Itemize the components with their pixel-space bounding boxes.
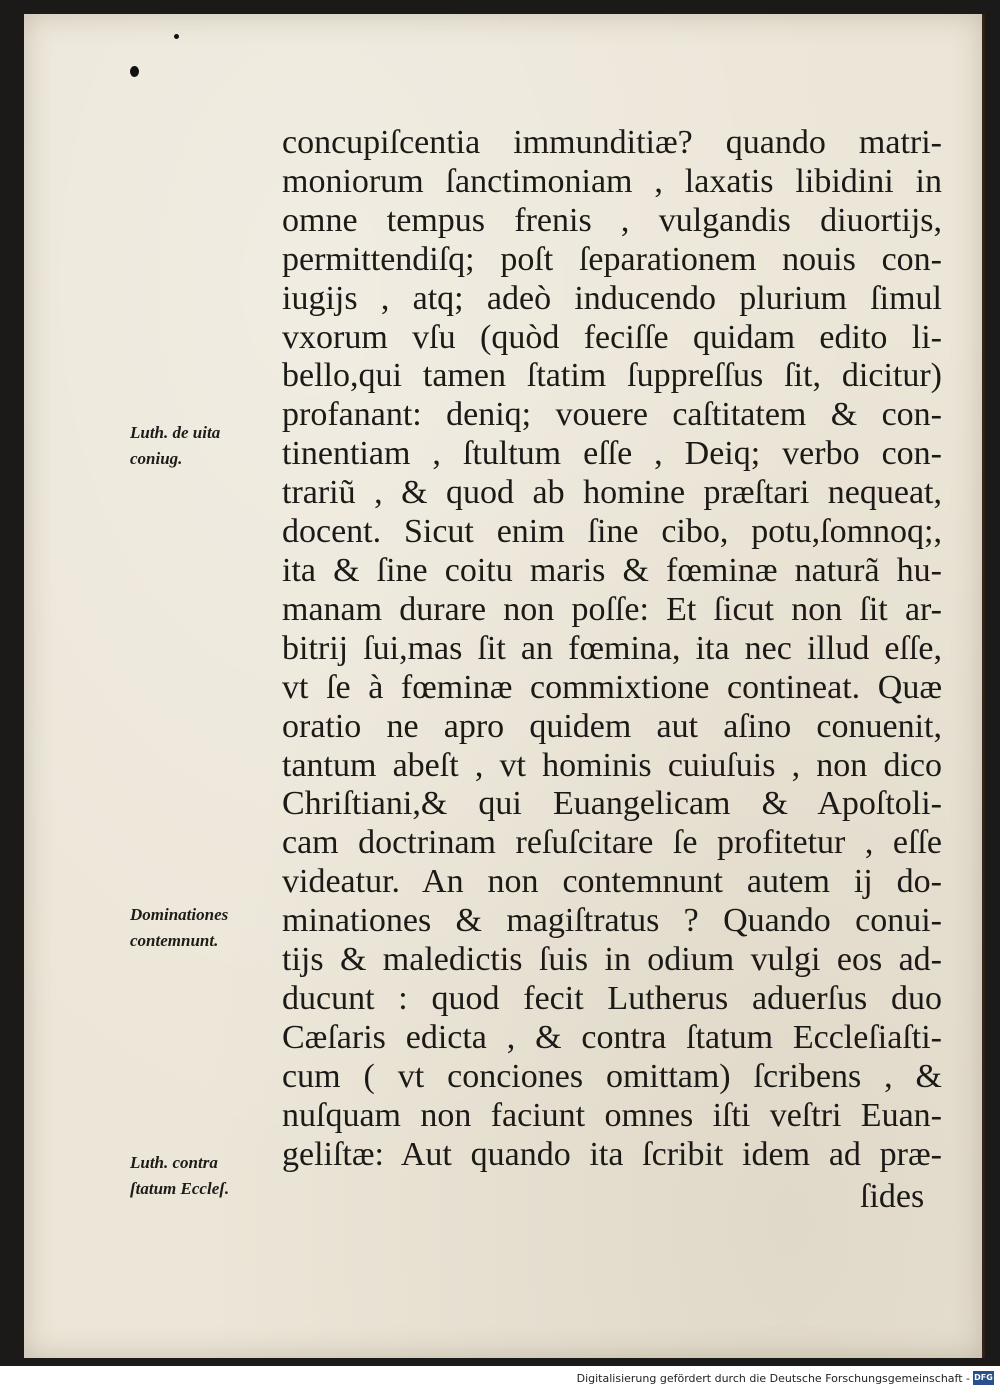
text-line: omne tempus frenis , vulgandis diuortijs, (282, 201, 942, 239)
text-line: cum ( vt conciones omittam) ſcribens , & (282, 1057, 942, 1095)
text-line: vxorum vſu (quòd feciſſe quidam edito li- (282, 318, 942, 356)
text-line: trariũ , & quod ab homine præſtari nequeat, (282, 474, 942, 512)
text-line: concupiſcentia immunditiæ? quando matri- (282, 124, 942, 161)
text-line: profanant: deniq; vouere caſtitatem & con- (282, 396, 942, 434)
digitization-footer (0, 1366, 1000, 1394)
margin-note-line: Luth. de uita (130, 423, 221, 442)
text-line: nuſquam non faciunt omnes iſti veſtri Euan- (282, 1096, 942, 1134)
text-line: tinentiam , ſtultum eſſe , Deiq; verbo con- (282, 435, 942, 473)
dfg-logo-icon: DFG (973, 1371, 994, 1385)
margin-note-line: Luth. contra (130, 1153, 218, 1172)
text-line: Cæſaris edicta , & contra ſtatum Eccleſiaſti- (282, 1018, 942, 1056)
text-line: videatur. An non contemnunt autem ij do- (282, 863, 942, 901)
text-line: docent. Sicut enim ſine cibo, potu,ſomnoq;, (282, 513, 942, 551)
text-line: vt ſe à fœminæ commixtione contineat. Quæ (282, 668, 942, 706)
text-line: permittendiſq; poſt ſeparationem nouis con- (282, 240, 942, 278)
ink-dot (130, 66, 139, 77)
margin-note (130, 420, 280, 472)
text-line: moniorum ſanctimoniam , laxatis libidini in (282, 162, 942, 200)
ink-dot (174, 34, 179, 39)
text-line: bello,qui tamen ſtatim ſuppreſſus ſit, dicitur) (282, 357, 942, 395)
margin-note-line: coniug. (130, 449, 183, 468)
text-line: tijs & maledictis ſuis in odium vulgi eos ad- (282, 941, 942, 979)
margin-note-line: Dominationes (130, 905, 229, 924)
text-line: Chriſtiani,& qui Euangelicam & Apoſtoli- (282, 785, 942, 823)
text-line: minationes & magiſtratus ? Quando conui- (282, 902, 942, 940)
footer-credit: Digitalisierung gefördert durch die Deutsche Forschungsgemeinschaft - (576, 1372, 970, 1385)
margin-note-line: contemnunt. (130, 931, 219, 950)
text-line: manam durare non poſſe: Et ſicut non ſit ar- (282, 590, 942, 628)
text-line: tantum abeſt , vt hominis cuiuſuis , non dico (282, 746, 942, 784)
catchword: ſides (860, 1178, 925, 1215)
text-line: ducunt : quod fecit Lutherus aduerſus duo (282, 979, 942, 1017)
text-line: geliſtæ: Aut quando ita ſcribit idem ad præ- (282, 1135, 942, 1173)
text-line: bitrij ſui,mas ſit an fœmina, ita nec illud eſſe, (282, 629, 942, 667)
text-line: ita & ſine coitu maris & fœminæ naturã hu- (282, 551, 942, 589)
margin-note (130, 902, 280, 954)
margin-note-line: ſtatum Eccleſ. (130, 1179, 230, 1198)
main-text-block (282, 124, 942, 1174)
text-line: oratio ne apro quidem aut aſino conuenit, (282, 707, 942, 745)
text-line: iugijs , atq; adeò inducendo plurium ſimul (282, 279, 942, 317)
text-line: cam doctrinam reſuſcitare ſe profitetur , eſſe (282, 824, 942, 862)
margin-note (130, 1150, 280, 1202)
